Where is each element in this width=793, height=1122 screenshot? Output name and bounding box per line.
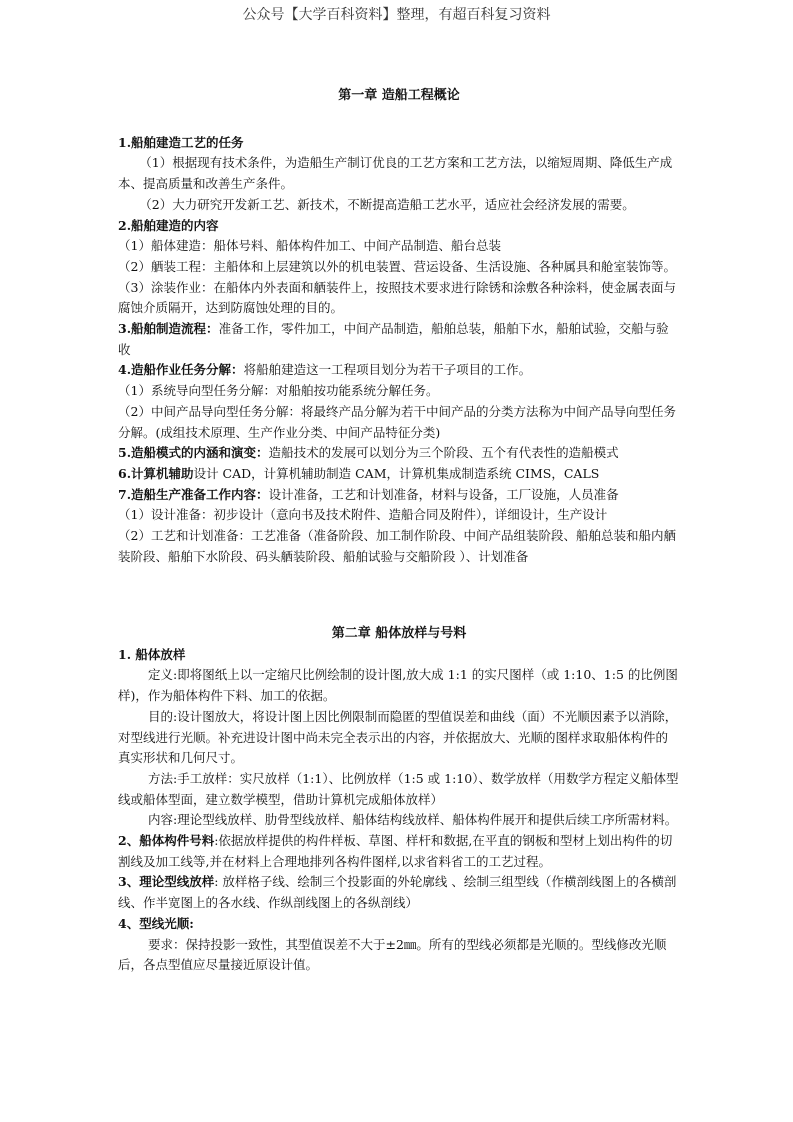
paragraph: （2）中间产品导向型任务分解：将最终产品分解为若干中间产品的分类方法称为中间产品导向型任务分解。(成组技术原理、生产作业分类、中间产品特征分类) xyxy=(118,403,676,440)
paragraph xyxy=(118,464,680,485)
paragraph xyxy=(118,872,680,913)
chapter-1-section xyxy=(118,86,680,567)
paragraph: 目的:设计图放大，将设计图上因比例限制而隐匿的型值误差和曲线（面）不光顺因素予以消除，对型线进行光顺。补充进设计图中尚未完全表示出的内容，并依据放大、光顺的图样求取船体构件的真实形状和几何尺寸。 xyxy=(118,708,678,766)
paragraph: 方法:手工放样：实尺放样（1:1）、比例放样（1:5 或 1:10）、数学放样（用数学方程定义船体型线或船体型面，建立数学模型，借助计算机完成船体放样） xyxy=(118,770,679,807)
inline-text: 将船舶建造这一工程项目划分为若干子项目的工作。 xyxy=(243,362,532,378)
section-heading: 1.船舶建造工艺的任务 xyxy=(118,134,244,150)
inline-text: 造船技术的发展可以划分为三个阶段、五个有代表性的造船模式 xyxy=(268,445,619,461)
inline-heading: 3、理论型线放样 xyxy=(118,874,215,890)
chapter-2-title: 第二章 船体放样与号料 xyxy=(331,626,467,641)
inline-heading: 5.造船模式的内涵和演变： xyxy=(118,445,269,461)
paragraph xyxy=(118,831,680,872)
inline-heading: 2、船体构件号料 xyxy=(118,833,215,849)
paragraph: （1）根据现有技术条件，为造船生产制订优良的工艺方案和工艺方法，以缩短周期、降低生产成本、提高质量和改善生产条件。 xyxy=(118,155,673,192)
paragraph: （1）系统导向型任务分解：对船舶按功能系统分解任务。 xyxy=(118,383,439,399)
chapter-2-section xyxy=(118,624,680,976)
paragraph: （2）大力研究开发新工艺、新技术，不断提高造船工艺水平，适应社会经济发展的需要。 xyxy=(139,196,635,212)
paragraph: （1）船体建造：船体号料、船体构件加工、中间产品制造、船台总装 xyxy=(118,238,501,254)
inline-heading: 3.船舶制造流程： xyxy=(118,321,219,337)
inline-text: 设计准备，工艺和计划准备，材料与设备，工厂设施，人员准备 xyxy=(268,486,619,502)
paragraph: （3）涂装作业：在船体内外表面和舾装件上，按照技术要求进行除锈和涂敷各种涂料，使金属表面与腐蚀介质隔开，达到防腐蚀处理的目的。 xyxy=(118,279,676,316)
section-heading: 4、型线光顺: xyxy=(118,915,194,931)
inline-text: : 放样格子线、绘制三个投影面的外轮廓线 、绘制三组型线（作横剖线图上的各横剖线、作半宽图上的各水线、作纵剖线图上的各纵剖线） xyxy=(118,874,677,911)
paragraph xyxy=(118,485,680,506)
paragraph: 内容:理论型线放样、肋骨型线放样、船体结构线放样、船体构件展开和提供后续工序所需材料。 xyxy=(148,812,678,828)
inline-heading: 6.计算机辅助 xyxy=(118,465,194,481)
paragraph xyxy=(118,360,680,381)
paragraph: （2）工艺和计划准备：工艺准备（准备阶段、加工制作阶段、中间产品组装阶段、船舶总装和船内舾装阶段、船舶下水阶段、码头舾装阶段、船舶试验与交船阶段 ）、计划准备 xyxy=(118,528,676,564)
section-heading: 2.船舶建造的内容 xyxy=(118,217,219,233)
paragraph: 要求：保持投影一致性，其型值误差不大于±2㎜。所有的型线必须都是光顺的。型线修改光顺后，各点型值应尽量接近原设计值。 xyxy=(118,936,667,973)
chapter-1-title: 第一章 造船工程概论 xyxy=(338,88,460,103)
section-heading: 1. 船体放样 xyxy=(118,646,186,662)
inline-heading: 7.造船生产准备工作内容： xyxy=(118,486,269,502)
inline-heading: 4.造船作业任务分解： xyxy=(118,362,244,378)
inline-text: 准备工作，零件加工，中间产品制造，船舶总装，船舶下水，船舶试验，交船与验收 xyxy=(118,321,669,357)
page-header-watermark: 公众号【大学百科资料】整理，有超百科复习资料 xyxy=(242,7,551,23)
inline-text: 设计 CAD，计算机辅助制造 CAM，计算机集成制造系统 CIMS，CALS xyxy=(193,465,600,481)
paragraph xyxy=(118,319,680,360)
inline-text: :依据放样提供的构件样板、草图、样杆和数据,在平直的钢板和型材上划出构件的切割线及加工线等,并在材料上合理地排列各构件图样,以求省料省工的工艺过程。 xyxy=(118,833,673,869)
paragraph: 定义:即将图纸上以一定缩尺比例绘制的设计图,放大成 1:1 的实尺图样（或 1:10、1:5 的比例图样)，作为船体构件下料、加工的依据。 xyxy=(118,667,678,704)
paragraph xyxy=(118,443,680,464)
paragraph: （1）设计准备：初步设计（意向书及技术附件、造船合同及附件），详细设计，生产设计 xyxy=(118,507,608,523)
paragraph: （2）舾装工程：主船体和上层建筑以外的机电装置、营运设备、生活设施、各种属具和舱室装饰等。 xyxy=(118,258,676,274)
